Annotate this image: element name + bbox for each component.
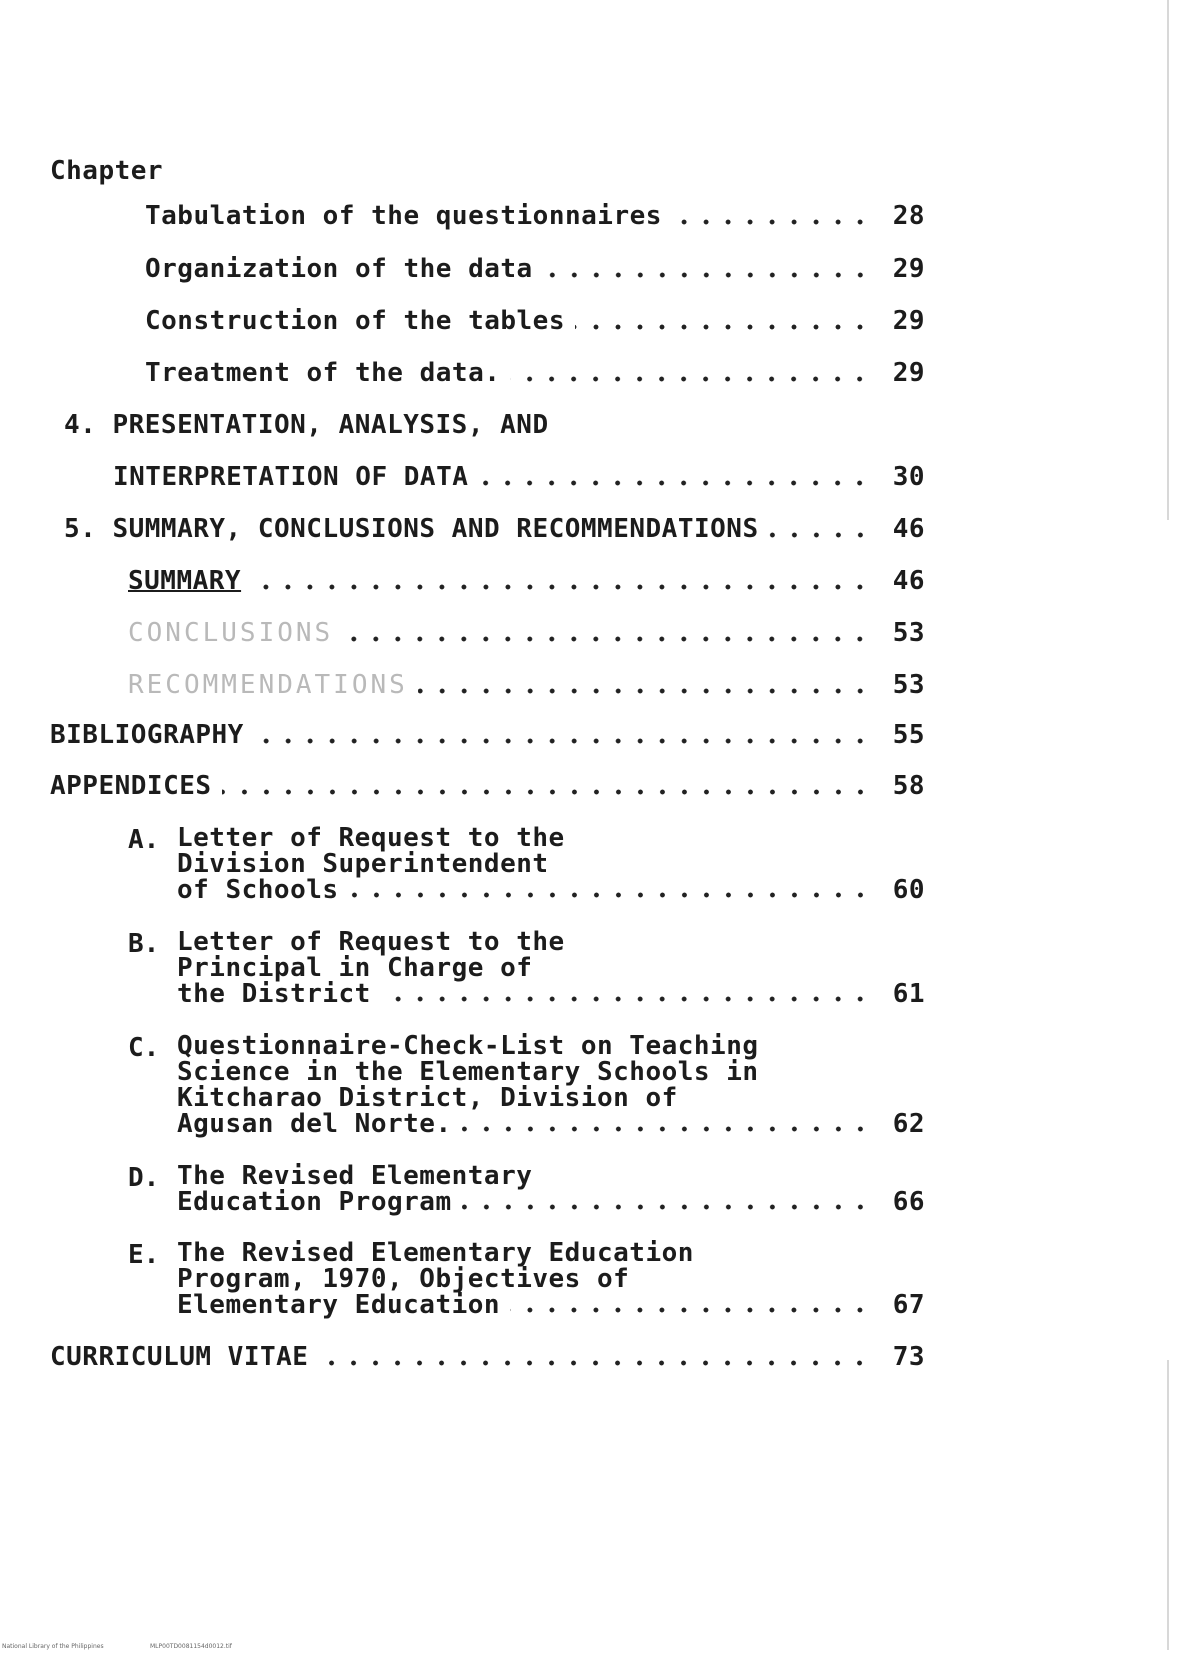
chapter-heading: Chapter <box>50 156 164 186</box>
appendix-letter: E. <box>128 1240 160 1270</box>
toc-page-number: 58 <box>892 771 925 801</box>
toc-entry <box>145 255 925 283</box>
appendix-entry <box>177 1033 925 1137</box>
dot-leader <box>222 789 871 795</box>
dot-leader <box>543 272 871 278</box>
dot-leader <box>381 996 871 1002</box>
appendix-line: Questionnaire-Check-List on Teaching <box>177 1031 759 1061</box>
toc-title: 5. SUMMARY, CONCLUSIONS AND RECOMMENDATIONS <box>64 514 759 544</box>
toc-page-number: 61 <box>892 979 925 1009</box>
toc-page-number: 53 <box>892 670 925 700</box>
toc-entry <box>50 1343 925 1371</box>
appendix-line: The Revised Elementary <box>177 1161 533 1191</box>
dot-leader <box>343 636 871 642</box>
dot-leader <box>462 1204 871 1210</box>
toc-title: RECOMMENDATIONS <box>128 670 408 700</box>
toc-entry <box>50 772 925 800</box>
dot-leader <box>478 480 871 486</box>
appendix-line: Letter of Request to the <box>177 823 565 853</box>
dot-leader <box>510 1307 871 1313</box>
appendix-letter: B. <box>128 929 160 959</box>
toc-page-number: 62 <box>892 1109 925 1139</box>
dot-leader <box>251 584 871 590</box>
toc-entry <box>145 307 925 335</box>
dot-leader <box>462 1126 871 1132</box>
toc-title: 4. PRESENTATION, ANALYSIS, AND <box>64 410 549 440</box>
appendix-letter: C. <box>128 1033 160 1063</box>
appendix-letter: D. <box>128 1163 160 1193</box>
toc-title: BIBLIOGRAPHY <box>50 720 244 750</box>
dot-leader <box>672 219 871 225</box>
dot-leader <box>575 324 871 330</box>
toc-page-number: 29 <box>892 358 925 388</box>
appendix-line: Kitcharao District, Division of <box>177 1083 678 1113</box>
appendix-line: The Revised Elementary Education <box>177 1238 694 1268</box>
appendix-entry <box>177 1163 925 1215</box>
toc-title: CONCLUSIONS <box>128 618 334 648</box>
scan-edge-line <box>1167 1360 1169 1650</box>
appendix-line: Education Program <box>177 1187 452 1217</box>
scan-edge-line <box>1167 0 1169 520</box>
toc-entry <box>128 671 925 699</box>
toc-title: CURRICULUM VITAE <box>50 1342 309 1372</box>
toc-page-number: 30 <box>892 462 925 492</box>
toc-entry <box>64 515 925 543</box>
toc-title: APPENDICES <box>50 771 212 801</box>
toc-page-number: 28 <box>892 201 925 231</box>
dot-leader <box>769 532 871 538</box>
toc-chapter-heading <box>64 411 549 439</box>
dot-leader <box>254 738 871 744</box>
toc-page-number: 53 <box>892 618 925 648</box>
toc-title: Organization of the data <box>145 254 533 284</box>
toc-page-number: 66 <box>892 1187 925 1217</box>
toc-page-number: 67 <box>892 1290 925 1320</box>
appendix-line: Letter of Request to the <box>177 927 565 957</box>
appendix-line: Elementary Education <box>177 1290 501 1320</box>
toc-entry <box>50 721 925 749</box>
dot-leader <box>349 892 871 898</box>
appendix-line: Science in the Elementary Schools in <box>177 1057 759 1087</box>
appendix-entry <box>177 1240 925 1318</box>
appendix-line: the District <box>177 979 371 1009</box>
toc-entry <box>113 463 925 491</box>
toc-title: Construction of the tables <box>145 306 565 336</box>
toc-page-number: 73 <box>892 1342 925 1372</box>
appendix-letter: A. <box>128 825 160 855</box>
toc-entry <box>128 619 925 647</box>
toc-title: Treatment of the data. <box>145 358 501 388</box>
appendix-line: Division Superintendent <box>177 849 549 879</box>
toc-title: Tabulation of the questionnaires <box>145 201 662 231</box>
toc-entry <box>145 202 925 230</box>
appendix-entry <box>177 825 925 903</box>
toc-title: INTERPRETATION OF DATA <box>113 462 469 492</box>
toc-page-number: 60 <box>892 875 925 905</box>
toc-entry <box>145 359 925 387</box>
toc-entry <box>128 567 925 595</box>
appendix-line: of Schools <box>177 875 339 905</box>
appendix-line: Program, 1970, Objectives of <box>177 1264 630 1294</box>
dot-leader <box>418 688 871 694</box>
appendix-line: Agusan del Norte. <box>177 1109 452 1139</box>
dot-leader <box>510 376 871 382</box>
library-footer: National Library of the Philippines <box>2 1643 104 1650</box>
toc-title: SUMMARY <box>128 566 242 596</box>
appendix-entry <box>177 929 925 1007</box>
toc-page-number: 55 <box>892 720 925 750</box>
toc-page-number: 29 <box>892 254 925 284</box>
dot-leader <box>318 1360 871 1366</box>
file-id-footer: MLP00TD0081154d0012.tif <box>150 1643 232 1650</box>
appendix-line: Principal in Charge of <box>177 953 533 983</box>
toc-page-number: 46 <box>892 514 925 544</box>
toc-page-number: 29 <box>892 306 925 336</box>
toc-page-number: 46 <box>892 566 925 596</box>
